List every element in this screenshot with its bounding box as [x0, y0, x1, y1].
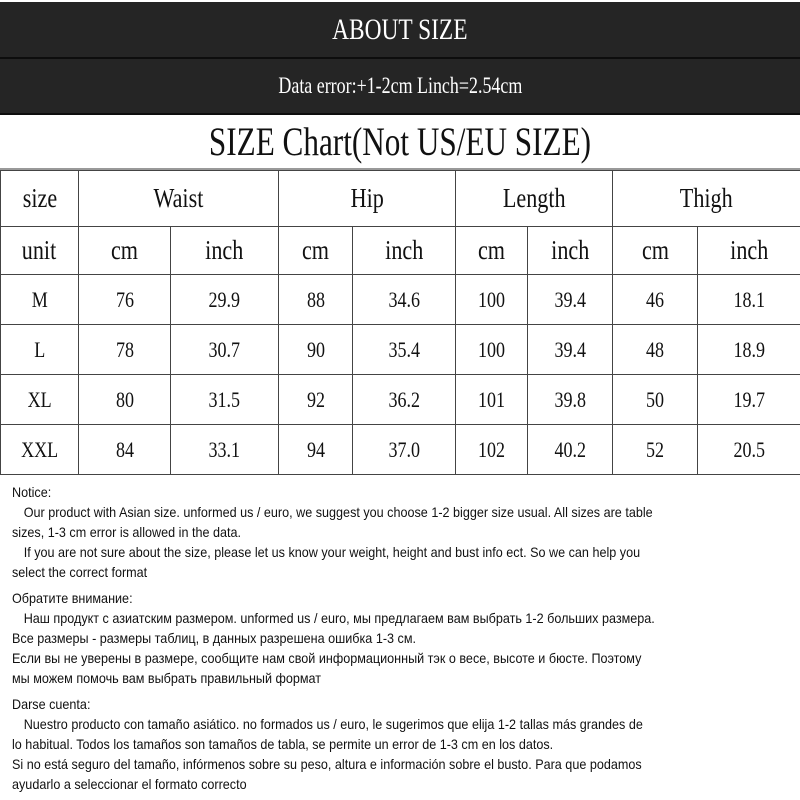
size-label-cell: L	[1, 325, 79, 375]
measurement-cell: 88	[279, 275, 353, 325]
measurement-cell: 101	[456, 375, 528, 425]
notice-heading: Обратите внимание:	[12, 590, 133, 606]
unit-cell: cm	[79, 227, 171, 275]
measurement-cell: 102	[456, 425, 528, 475]
unit-cell: cm	[456, 227, 528, 275]
measurement-cell: 52	[613, 425, 698, 475]
notice-es	[12, 694, 797, 794]
unit-cell: inch	[171, 227, 279, 275]
measurement-cell: 100	[456, 275, 528, 325]
measurement-cell: 31.5	[171, 375, 279, 425]
notice-line: Все размеры - размеры таблиц, в данных разрешена ошибка 1-3 см.	[12, 630, 417, 646]
notice-line: Our product with Asian size. unformed us / euro, we suggest you choose 1-2 bigger size usual. All sizes are table	[23, 504, 653, 520]
size-chart-title-text: SIZE Chart(Not US/EU SIZE)	[208, 118, 592, 164]
measurement-cell: 30.7	[171, 325, 279, 375]
waist-header: Waist	[79, 171, 279, 227]
measurement-cell: 50	[613, 375, 698, 425]
measurement-cell: 84	[79, 425, 171, 475]
notice-line: select the correct format	[12, 564, 148, 580]
notice-heading: Notice:	[12, 484, 52, 500]
hip-header: Hip	[279, 171, 456, 227]
measurement-cell: 92	[279, 375, 353, 425]
size-label-cell: M	[1, 275, 79, 325]
unit-cell: inch	[528, 227, 613, 275]
measurement-cell: 80	[79, 375, 171, 425]
notice-line: If you are not sure about the size, please let us know your weight, height and bust info ect. So we can help you	[23, 544, 641, 560]
unit-cell: cm	[279, 227, 353, 275]
unit-header: unit	[1, 227, 79, 275]
data-error-banner	[0, 59, 800, 115]
size-table	[0, 170, 800, 475]
measurement-cell: 39.8	[528, 375, 613, 425]
banner-title: ABOUT SIZE	[332, 12, 468, 46]
length-header: Length	[456, 171, 613, 227]
size-chart-title	[0, 114, 800, 170]
size-label-cell: XXL	[1, 425, 79, 475]
measurement-cell: 37.0	[353, 425, 456, 475]
banner-subtitle: Data error:+1-2cm Linch=2.54cm	[278, 73, 522, 98]
measurement-cell: 39.4	[528, 325, 613, 375]
size-label-cell: XL	[1, 375, 79, 425]
unit-cell: inch	[353, 227, 456, 275]
notice-heading: Darse cuenta:	[12, 696, 91, 712]
notice-line: Si no está seguro del tamaño, infórmenos sobre su peso, altura e información sobre el busto. Para que podamos	[12, 756, 642, 772]
notice-section	[12, 482, 797, 794]
size-row	[1, 325, 800, 375]
measurement-cell: 29.9	[171, 275, 279, 325]
measurement-cell: 35.4	[353, 325, 456, 375]
measurement-cell: 18.9	[698, 325, 800, 375]
measurement-cell: 19.7	[698, 375, 800, 425]
unit-cell: inch	[698, 227, 800, 275]
measurement-cell: 40.2	[528, 425, 613, 475]
measurement-cell: 20.5	[698, 425, 800, 475]
measurement-cell: 76	[79, 275, 171, 325]
thigh-header: Thigh	[613, 171, 800, 227]
measurement-cell: 100	[456, 325, 528, 375]
size-row	[1, 425, 800, 475]
notice-line: мы можем помочь вам выбрать правильный формат	[12, 670, 322, 686]
notice-line: ayudarlo a seleccionar el formato correcto	[12, 776, 247, 792]
notice-en	[12, 482, 797, 582]
notice-line: lo habitual. Todos los tamaños son tamaños de tabla, se permite un error de 1-3 cm en los datos.	[12, 736, 554, 752]
measurement-cell: 48	[613, 325, 698, 375]
measurement-cell: 90	[279, 325, 353, 375]
notice-line: Наш продукт с азиатским размером. unformed us / euro, мы предлагаем вам выбрать 1-2 больших размера.	[23, 610, 655, 626]
unit-row	[1, 227, 800, 275]
size-row	[1, 375, 800, 425]
measurement-cell: 46	[613, 275, 698, 325]
notice-line: sizes, 1-3 cm error is allowed in the data.	[12, 524, 242, 540]
measurement-cell: 78	[79, 325, 171, 375]
measurement-cell: 18.1	[698, 275, 800, 325]
group-header-row	[1, 171, 800, 227]
measurement-cell: 94	[279, 425, 353, 475]
measurement-cell: 33.1	[171, 425, 279, 475]
measurement-cell: 39.4	[528, 275, 613, 325]
size-row	[1, 275, 800, 325]
measurement-cell: 36.2	[353, 375, 456, 425]
notice-ru	[12, 588, 797, 688]
unit-cell: cm	[613, 227, 698, 275]
size-header: size	[1, 171, 79, 227]
about-size-banner	[0, 2, 800, 59]
measurement-cell: 34.6	[353, 275, 456, 325]
notice-line: Nuestro producto con tamaño asiático. no formados us / euro, le sugerimos que elija 1-2 tallas más grandes de	[23, 716, 643, 732]
notice-line: Если вы не уверены в размере, сообщите нам свой информационный тэк о весе, высоте и бюсте. Поэтому	[12, 650, 642, 666]
